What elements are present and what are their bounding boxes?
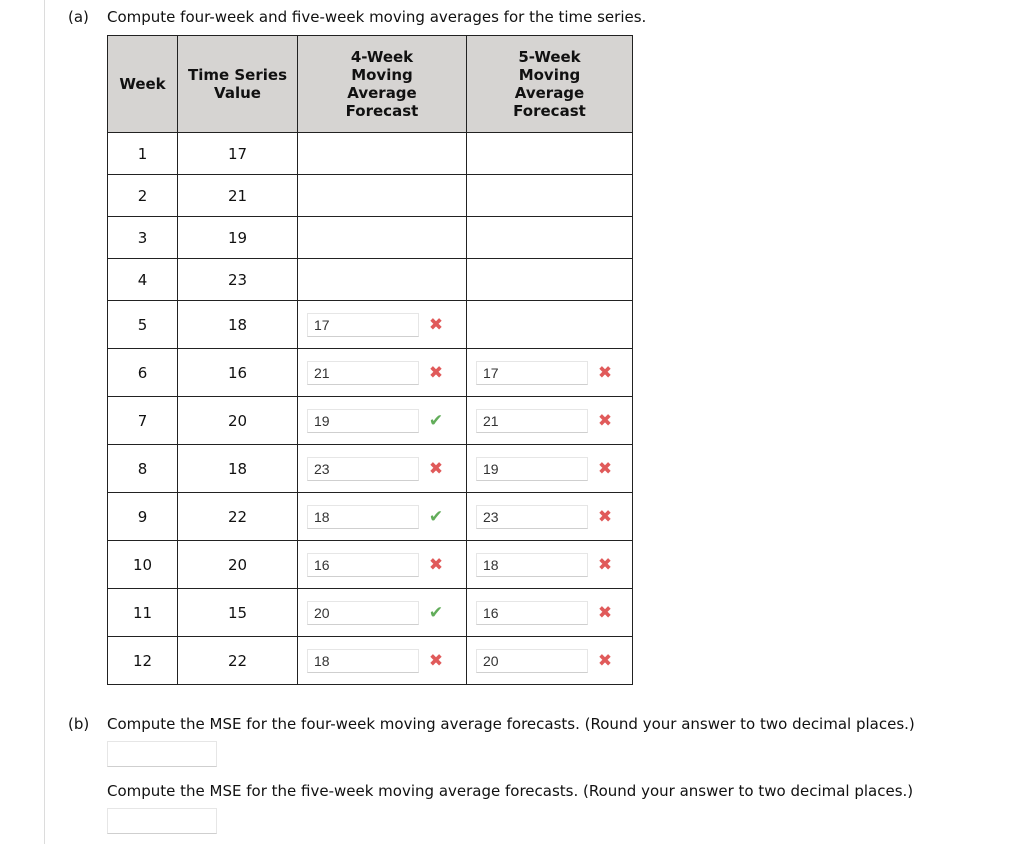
left-margin-rule — [44, 0, 45, 844]
cross-icon: ✖ — [597, 506, 613, 527]
forecast-4week-cell — [298, 493, 467, 541]
table-row — [108, 349, 633, 397]
forecast-5week-cell — [467, 175, 633, 217]
mse-4week-input[interactable] — [107, 741, 217, 767]
forecast-4week-cell — [298, 301, 467, 349]
part-b-label: (b) — [68, 715, 90, 733]
part-b-prompt-4week: Compute the MSE for the four-week moving average forecasts. (Round your answer to two decimal places.) — [107, 715, 915, 733]
time-series-value-cell: 17 — [178, 133, 298, 175]
forecast-4week-cell — [298, 217, 467, 259]
table-row — [108, 175, 633, 217]
time-series-value-cell: 22 — [178, 637, 298, 685]
cross-icon: ✖ — [428, 458, 444, 479]
week-cell: 3 — [108, 217, 178, 259]
table-row — [108, 541, 633, 589]
part-b-prompt-5week: Compute the MSE for the five-week moving average forecasts. (Round your answer to two decimal places.) — [107, 782, 914, 800]
forecast-5week-input[interactable] — [476, 409, 588, 433]
mse-5week-input[interactable] — [107, 808, 217, 834]
forecast-5week-cell — [467, 133, 633, 175]
forecast-4week-input[interactable] — [307, 601, 419, 625]
forecast-5week-cell — [467, 637, 633, 685]
table-row — [108, 589, 633, 637]
time-series-value-cell: 18 — [178, 301, 298, 349]
moving-average-table — [107, 35, 633, 685]
week-cell: 9 — [108, 493, 178, 541]
part-a-label: (a) — [68, 8, 89, 26]
time-series-value-cell: 19 — [178, 217, 298, 259]
forecast-4week-cell — [298, 589, 467, 637]
forecast-4week-cell — [298, 445, 467, 493]
table-row — [108, 493, 633, 541]
cross-icon: ✖ — [428, 650, 444, 671]
cross-icon: ✖ — [428, 362, 444, 383]
table-header-row — [108, 36, 633, 133]
cross-icon: ✖ — [597, 650, 613, 671]
cross-icon: ✖ — [428, 314, 444, 335]
forecast-4week-input[interactable] — [307, 457, 419, 481]
time-series-value-cell: 15 — [178, 589, 298, 637]
forecast-5week-cell — [467, 259, 633, 301]
week-cell: 4 — [108, 259, 178, 301]
forecast-5week-cell — [467, 445, 633, 493]
cross-icon: ✖ — [597, 410, 613, 431]
table-row — [108, 637, 633, 685]
forecast-5week-input[interactable] — [476, 457, 588, 481]
forecast-5week-input[interactable] — [476, 553, 588, 577]
forecast-4week-cell — [298, 175, 467, 217]
time-series-value-cell: 23 — [178, 259, 298, 301]
time-series-value-cell: 20 — [178, 541, 298, 589]
forecast-4week-cell — [298, 397, 467, 445]
week-cell: 6 — [108, 349, 178, 397]
forecast-4week-input[interactable] — [307, 649, 419, 673]
header-week: Week — [108, 36, 178, 133]
part-a-prompt: Compute four-week and five-week moving averages for the time series. — [107, 8, 647, 26]
time-series-value-cell: 20 — [178, 397, 298, 445]
forecast-4week-input[interactable] — [307, 313, 419, 337]
forecast-5week-input[interactable] — [476, 601, 588, 625]
time-series-value-cell: 18 — [178, 445, 298, 493]
forecast-5week-cell — [467, 493, 633, 541]
table-row — [108, 397, 633, 445]
week-cell: 7 — [108, 397, 178, 445]
forecast-4week-cell — [298, 541, 467, 589]
check-icon: ✔ — [428, 602, 444, 623]
forecast-5week-input[interactable] — [476, 361, 588, 385]
forecast-5week-cell — [467, 217, 633, 259]
forecast-5week-cell — [467, 349, 633, 397]
forecast-4week-input[interactable] — [307, 361, 419, 385]
forecast-5week-cell — [467, 301, 633, 349]
time-series-value-cell: 16 — [178, 349, 298, 397]
forecast-4week-cell — [298, 349, 467, 397]
forecast-4week-cell — [298, 133, 467, 175]
forecast-4week-input[interactable] — [307, 505, 419, 529]
cross-icon: ✖ — [597, 362, 613, 383]
week-cell: 11 — [108, 589, 178, 637]
table-row — [108, 445, 633, 493]
forecast-5week-input[interactable] — [476, 649, 588, 673]
week-cell: 2 — [108, 175, 178, 217]
table-row — [108, 259, 633, 301]
forecast-5week-cell — [467, 589, 633, 637]
cross-icon: ✖ — [597, 554, 613, 575]
check-icon: ✔ — [428, 506, 444, 527]
week-cell: 8 — [108, 445, 178, 493]
forecast-4week-input[interactable] — [307, 553, 419, 577]
forecast-5week-cell — [467, 541, 633, 589]
table-row — [108, 133, 633, 175]
cross-icon: ✖ — [597, 602, 613, 623]
forecast-4week-input[interactable] — [307, 409, 419, 433]
cross-icon: ✖ — [428, 554, 444, 575]
week-cell: 12 — [108, 637, 178, 685]
header-5-week-forecast: 5-Week Moving Average Forecast — [467, 36, 633, 133]
cross-icon: ✖ — [597, 458, 613, 479]
week-cell: 10 — [108, 541, 178, 589]
forecast-4week-cell — [298, 637, 467, 685]
time-series-value-cell: 22 — [178, 493, 298, 541]
forecast-5week-cell — [467, 397, 633, 445]
table-body — [108, 133, 633, 685]
week-cell: 5 — [108, 301, 178, 349]
week-cell: 1 — [108, 133, 178, 175]
header-time-series-value: Time Series Value — [178, 36, 298, 133]
forecast-4week-cell — [298, 259, 467, 301]
table-row — [108, 217, 633, 259]
check-icon: ✔ — [428, 410, 444, 431]
header-4-week-forecast: 4-Week Moving Average Forecast — [298, 36, 467, 133]
table-row — [108, 301, 633, 349]
time-series-value-cell: 21 — [178, 175, 298, 217]
forecast-5week-input[interactable] — [476, 505, 588, 529]
